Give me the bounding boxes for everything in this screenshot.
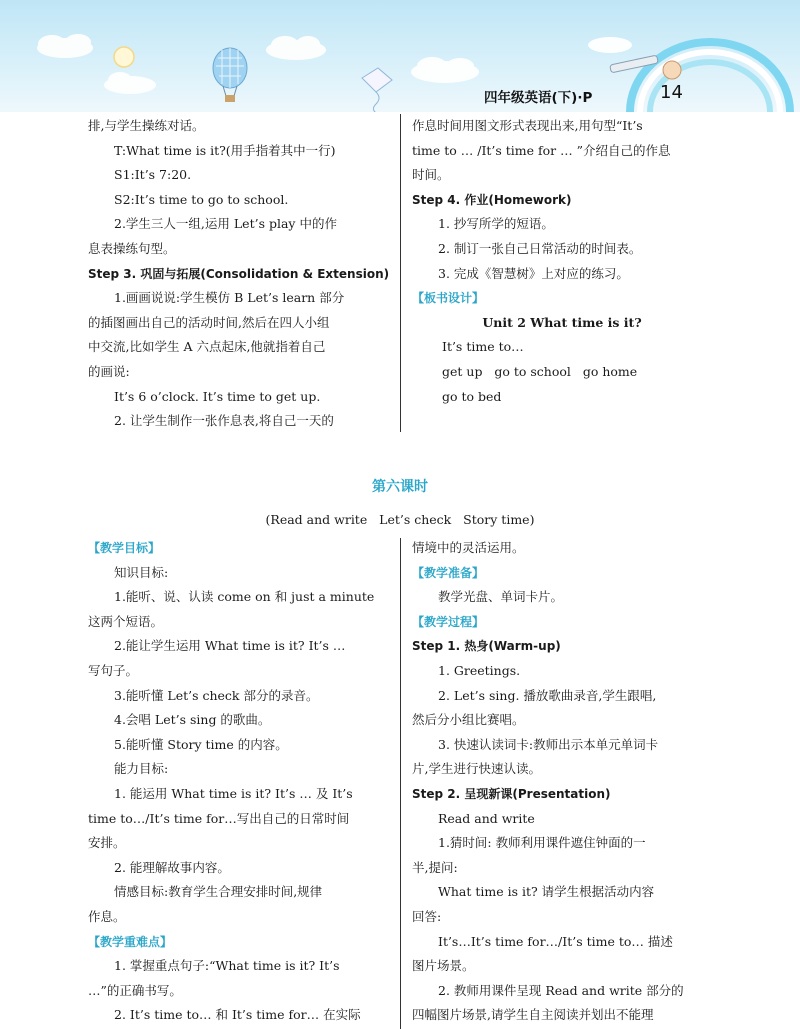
text-line: time to…/It’s time for…写出自己的日常时间 bbox=[88, 810, 350, 826]
text-line: What time is it? 请学生根据活动内容 bbox=[438, 884, 655, 900]
text-line: It’s 6 o’clock. It’s time to get up. bbox=[114, 388, 321, 404]
book-title: 四年级英语(下)·P bbox=[484, 90, 593, 106]
text-line: 2. Let’s sing. 播放歌曲录音,学生跟唱, bbox=[438, 687, 657, 703]
text-line: 的插图画出自己的活动时间,然后在四人小组 bbox=[88, 314, 330, 330]
text-line: 2. 能理解故事内容。 bbox=[114, 859, 230, 875]
text-line: 3. 快速认读词卡:教师出示本单元单词卡 bbox=[438, 736, 659, 752]
column-divider-bottom bbox=[400, 538, 401, 1029]
text-line: 写句子。 bbox=[88, 662, 139, 678]
text-line: 片,学生进行快速认读。 bbox=[412, 761, 541, 777]
text-line: S2:It’s time to go to school. bbox=[114, 191, 289, 207]
sun-icon bbox=[114, 47, 134, 67]
text-line: 5.能听懂 Story time 的内容。 bbox=[114, 736, 288, 752]
top-left-column bbox=[88, 114, 390, 434]
step-heading: Step 4. 作业(Homework) bbox=[412, 192, 572, 207]
text-line: 教学光盘、单词卡片。 bbox=[438, 589, 564, 605]
text-line: 1.画画说说:学生模仿 B Let’s learn 部分 bbox=[114, 290, 345, 306]
section-heading-key-points: 【教学重难点】 bbox=[88, 934, 173, 949]
text-line: It’s…It’s time for…/It’s time to… 描述 bbox=[438, 933, 673, 949]
text-line: 能力目标: bbox=[114, 761, 169, 777]
text-line: S1:It’s 7:20. bbox=[114, 167, 192, 183]
text-line: 1. 能运用 What time is it? It’s … 及 It’s bbox=[114, 785, 353, 801]
text-line: …”的正确书写。 bbox=[88, 982, 182, 998]
step-heading: Step 1. 热身(Warm-up) bbox=[412, 639, 561, 654]
text-line: 1. 掌握重点句子:“What time is it? It’s bbox=[114, 958, 340, 974]
text-line: 作息。 bbox=[88, 908, 126, 924]
step-heading: Step 2. 呈现新课(Presentation) bbox=[412, 786, 611, 801]
text-line: 四幅图片场景,请学生自主阅读并划出不能理 bbox=[412, 1007, 654, 1023]
text-line: go to bed bbox=[442, 388, 502, 404]
text-line: 半,提问: bbox=[412, 859, 458, 875]
text-line: It’s time to… bbox=[442, 339, 524, 355]
text-line: 1. 抄写所学的短语。 bbox=[438, 216, 554, 232]
top-right-column bbox=[412, 114, 712, 409]
text-line: 排,与学生操练对话。 bbox=[88, 118, 205, 133]
text-line: get up go to school go home bbox=[442, 363, 638, 379]
text-line: T:What time is it?(用手指着其中一行) bbox=[114, 142, 336, 158]
text-line: 作息时间用图文形式表现出来,用句型“It’s bbox=[412, 118, 643, 133]
text-line: 3. 完成《智慧树》上对应的练习。 bbox=[438, 265, 629, 281]
text-line: 2. 制订一张自己日常活动的时间表。 bbox=[438, 240, 642, 256]
text-line: Read and write bbox=[438, 810, 535, 826]
text-line: 回答: bbox=[412, 908, 442, 924]
text-line: 2.学生三人一组,运用 Let’s play 中的作 bbox=[114, 216, 337, 232]
text-line: time to … /It’s time for … ”介绍自己的作息 bbox=[412, 142, 671, 158]
text-line: 中交流,比如学生 A 六点起床,他就指着自己 bbox=[88, 339, 326, 355]
text-line: 安排。 bbox=[88, 835, 126, 851]
text-line: 2. 教师用课件呈现 Read and write 部分的 bbox=[438, 982, 684, 998]
text-line: 1. Greetings. bbox=[438, 662, 521, 678]
bottom-left-column bbox=[88, 536, 390, 1028]
section-heading-board-design: 【板书设计】 bbox=[412, 291, 485, 306]
kite-icon bbox=[362, 68, 392, 112]
page-number: 14 bbox=[660, 82, 683, 103]
text-line: 然后分小组比赛唱。 bbox=[412, 712, 525, 728]
text-line: 1.能听、说、认读 come on 和 just a minute bbox=[114, 589, 375, 605]
text-line: 时间。 bbox=[412, 167, 450, 183]
text-line: 这两个短语。 bbox=[88, 613, 164, 629]
text-line: 的画说: bbox=[88, 363, 130, 379]
text-line: 4.会唱 Let’s sing 的歌曲。 bbox=[114, 712, 271, 728]
section-heading-objectives: 【教学目标】 bbox=[88, 541, 161, 555]
lesson-title: 第六课时 bbox=[372, 479, 428, 495]
bottom-right-column bbox=[412, 536, 712, 1028]
column-divider-top bbox=[400, 114, 401, 432]
text-line: 情感目标:教育学生合理安排时间,规律 bbox=[114, 884, 323, 900]
text-line: 1.猜时间: 教师利用课件遮住钟面的一 bbox=[438, 835, 646, 851]
section-heading-process: 【教学过程】 bbox=[412, 614, 485, 629]
text-line: 2. 让学生制作一张作息表,将自己一天的 bbox=[114, 413, 334, 429]
text-line: 息表操练句型。 bbox=[88, 240, 176, 256]
lesson-subtitle: (Read and write Let’s check Story time) bbox=[265, 512, 535, 527]
text-line: 2.能让学生运用 What time is it? It’s … bbox=[114, 638, 346, 654]
text-line: 情境中的灵活运用。 bbox=[412, 540, 525, 555]
section-heading-preparation: 【教学准备】 bbox=[412, 565, 485, 580]
step-heading: Step 3. 巩固与拓展(Consolidation & Extension) bbox=[88, 266, 390, 281]
text-line: 3.能听懂 Let’s check 部分的录音。 bbox=[114, 687, 319, 703]
board-title: Unit 2 What time is it? bbox=[482, 314, 642, 330]
text-line: 图片场景。 bbox=[412, 958, 475, 974]
balloon-icon bbox=[213, 48, 247, 102]
text-line: 知识目标: bbox=[114, 564, 169, 580]
header-banner bbox=[0, 0, 800, 112]
text-line: 2. It’s time to… 和 It’s time for… 在实际 bbox=[114, 1007, 361, 1023]
rainbow-icon bbox=[630, 42, 790, 112]
